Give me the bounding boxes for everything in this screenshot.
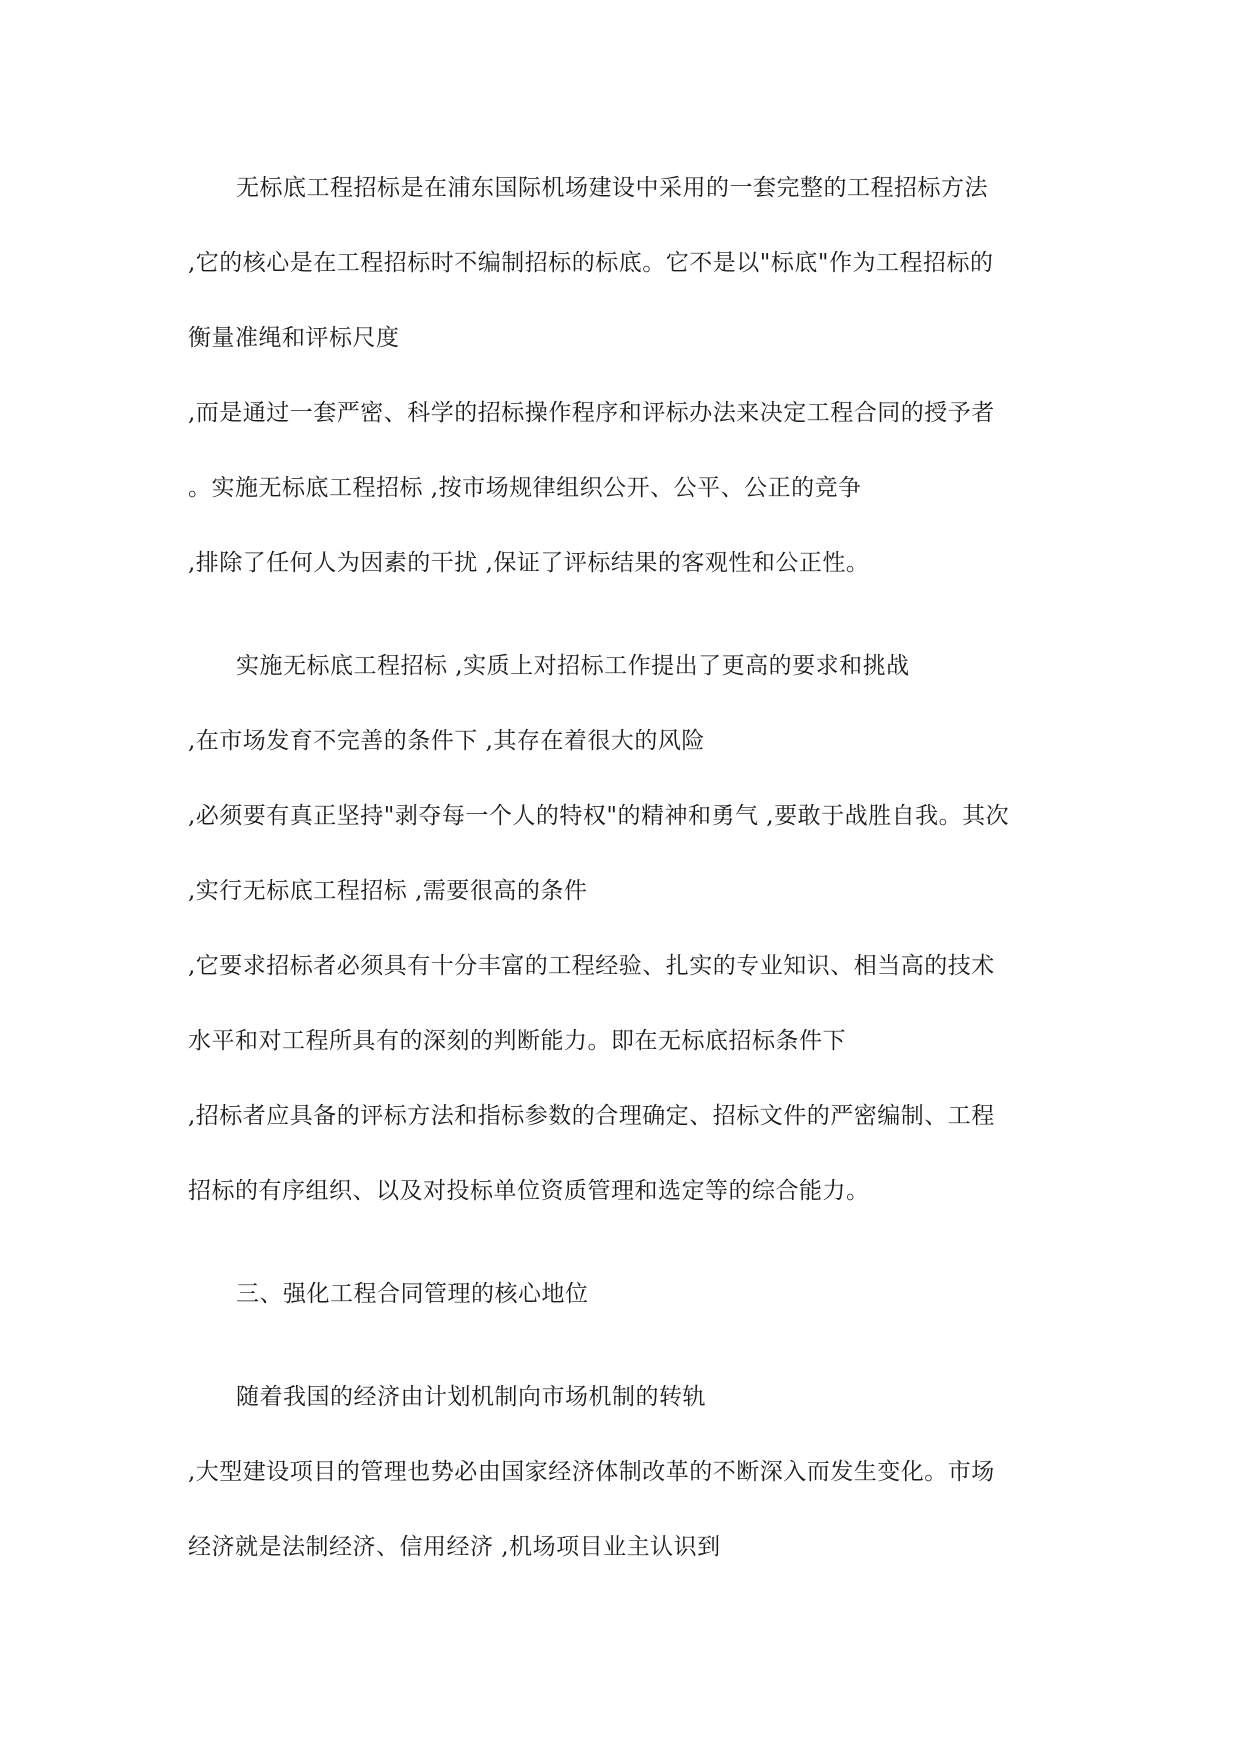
paragraph-2-line-2: ,在市场发育不完善的条件下 ,其存在着很大的风险 <box>188 728 705 754</box>
paragraph-3-line-2: ,大型建设项目的管理也势必由国家经济体制改革的不断深入而发生变化。市场 <box>188 1459 995 1485</box>
paragraph-1-line-2: ,它的核心是在工程招标时不编制招标的标底。它不是以"标底"作为工程招标的 <box>188 250 994 276</box>
paragraph-2-line-7: ,招标者应具备的评标方法和指标参数的合理确定、招标文件的严密编制、工程 <box>188 1103 995 1129</box>
paragraph-3-line-1: 随着我国的经济由计划机制向市场机制的转轨 <box>236 1384 706 1410</box>
paragraph-2-line-5: ,它要求招标者必须具有十分丰富的工程经验、扎实的专业知识、相当高的技术 <box>188 953 995 979</box>
paragraph-2-line-1: 实施无标底工程招标 ,实质上对招标工作提出了更高的要求和挑战 <box>236 653 910 679</box>
paragraph-1-line-5: 。实施无标底工程招标 ,按市场规律组织公开、公平、公正的竞争 <box>188 475 862 501</box>
paragraph-2-line-3: ,必须要有真正坚持"剥夺每一个人的特权"的精神和勇气 ,要敢于战胜自我。其次 <box>188 803 1010 829</box>
paragraph-1-line-3: 衡量准绳和评标尺度 <box>188 325 400 351</box>
section-heading: 三、强化工程合同管理的核心地位 <box>236 1281 589 1307</box>
paragraph-1-line-4: ,而是通过一套严密、科学的招标操作程序和评标办法来决定工程合同的授予者 <box>188 400 995 426</box>
paragraph-2-line-4: ,实行无标底工程招标 ,需要很高的条件 <box>188 878 588 904</box>
paragraph-2-line-8: 招标的有序组织、以及对投标单位资质管理和选定等的综合能力。 <box>188 1178 870 1204</box>
paragraph-1-line-1: 无标底工程招标是在浦东国际机场建设中采用的一套完整的工程招标方法 <box>236 175 988 201</box>
paragraph-3-line-3: 经济就是法制经济、信用经济 ,机场项目业主认识到 <box>188 1534 721 1560</box>
paragraph-2-line-6: 水平和对工程所具有的深刻的判断能力。即在无标底招标条件下 <box>188 1028 846 1054</box>
paragraph-1-line-6: ,排除了任何人为因素的干扰 ,保证了评标结果的客观性和公正性。 <box>188 550 870 576</box>
